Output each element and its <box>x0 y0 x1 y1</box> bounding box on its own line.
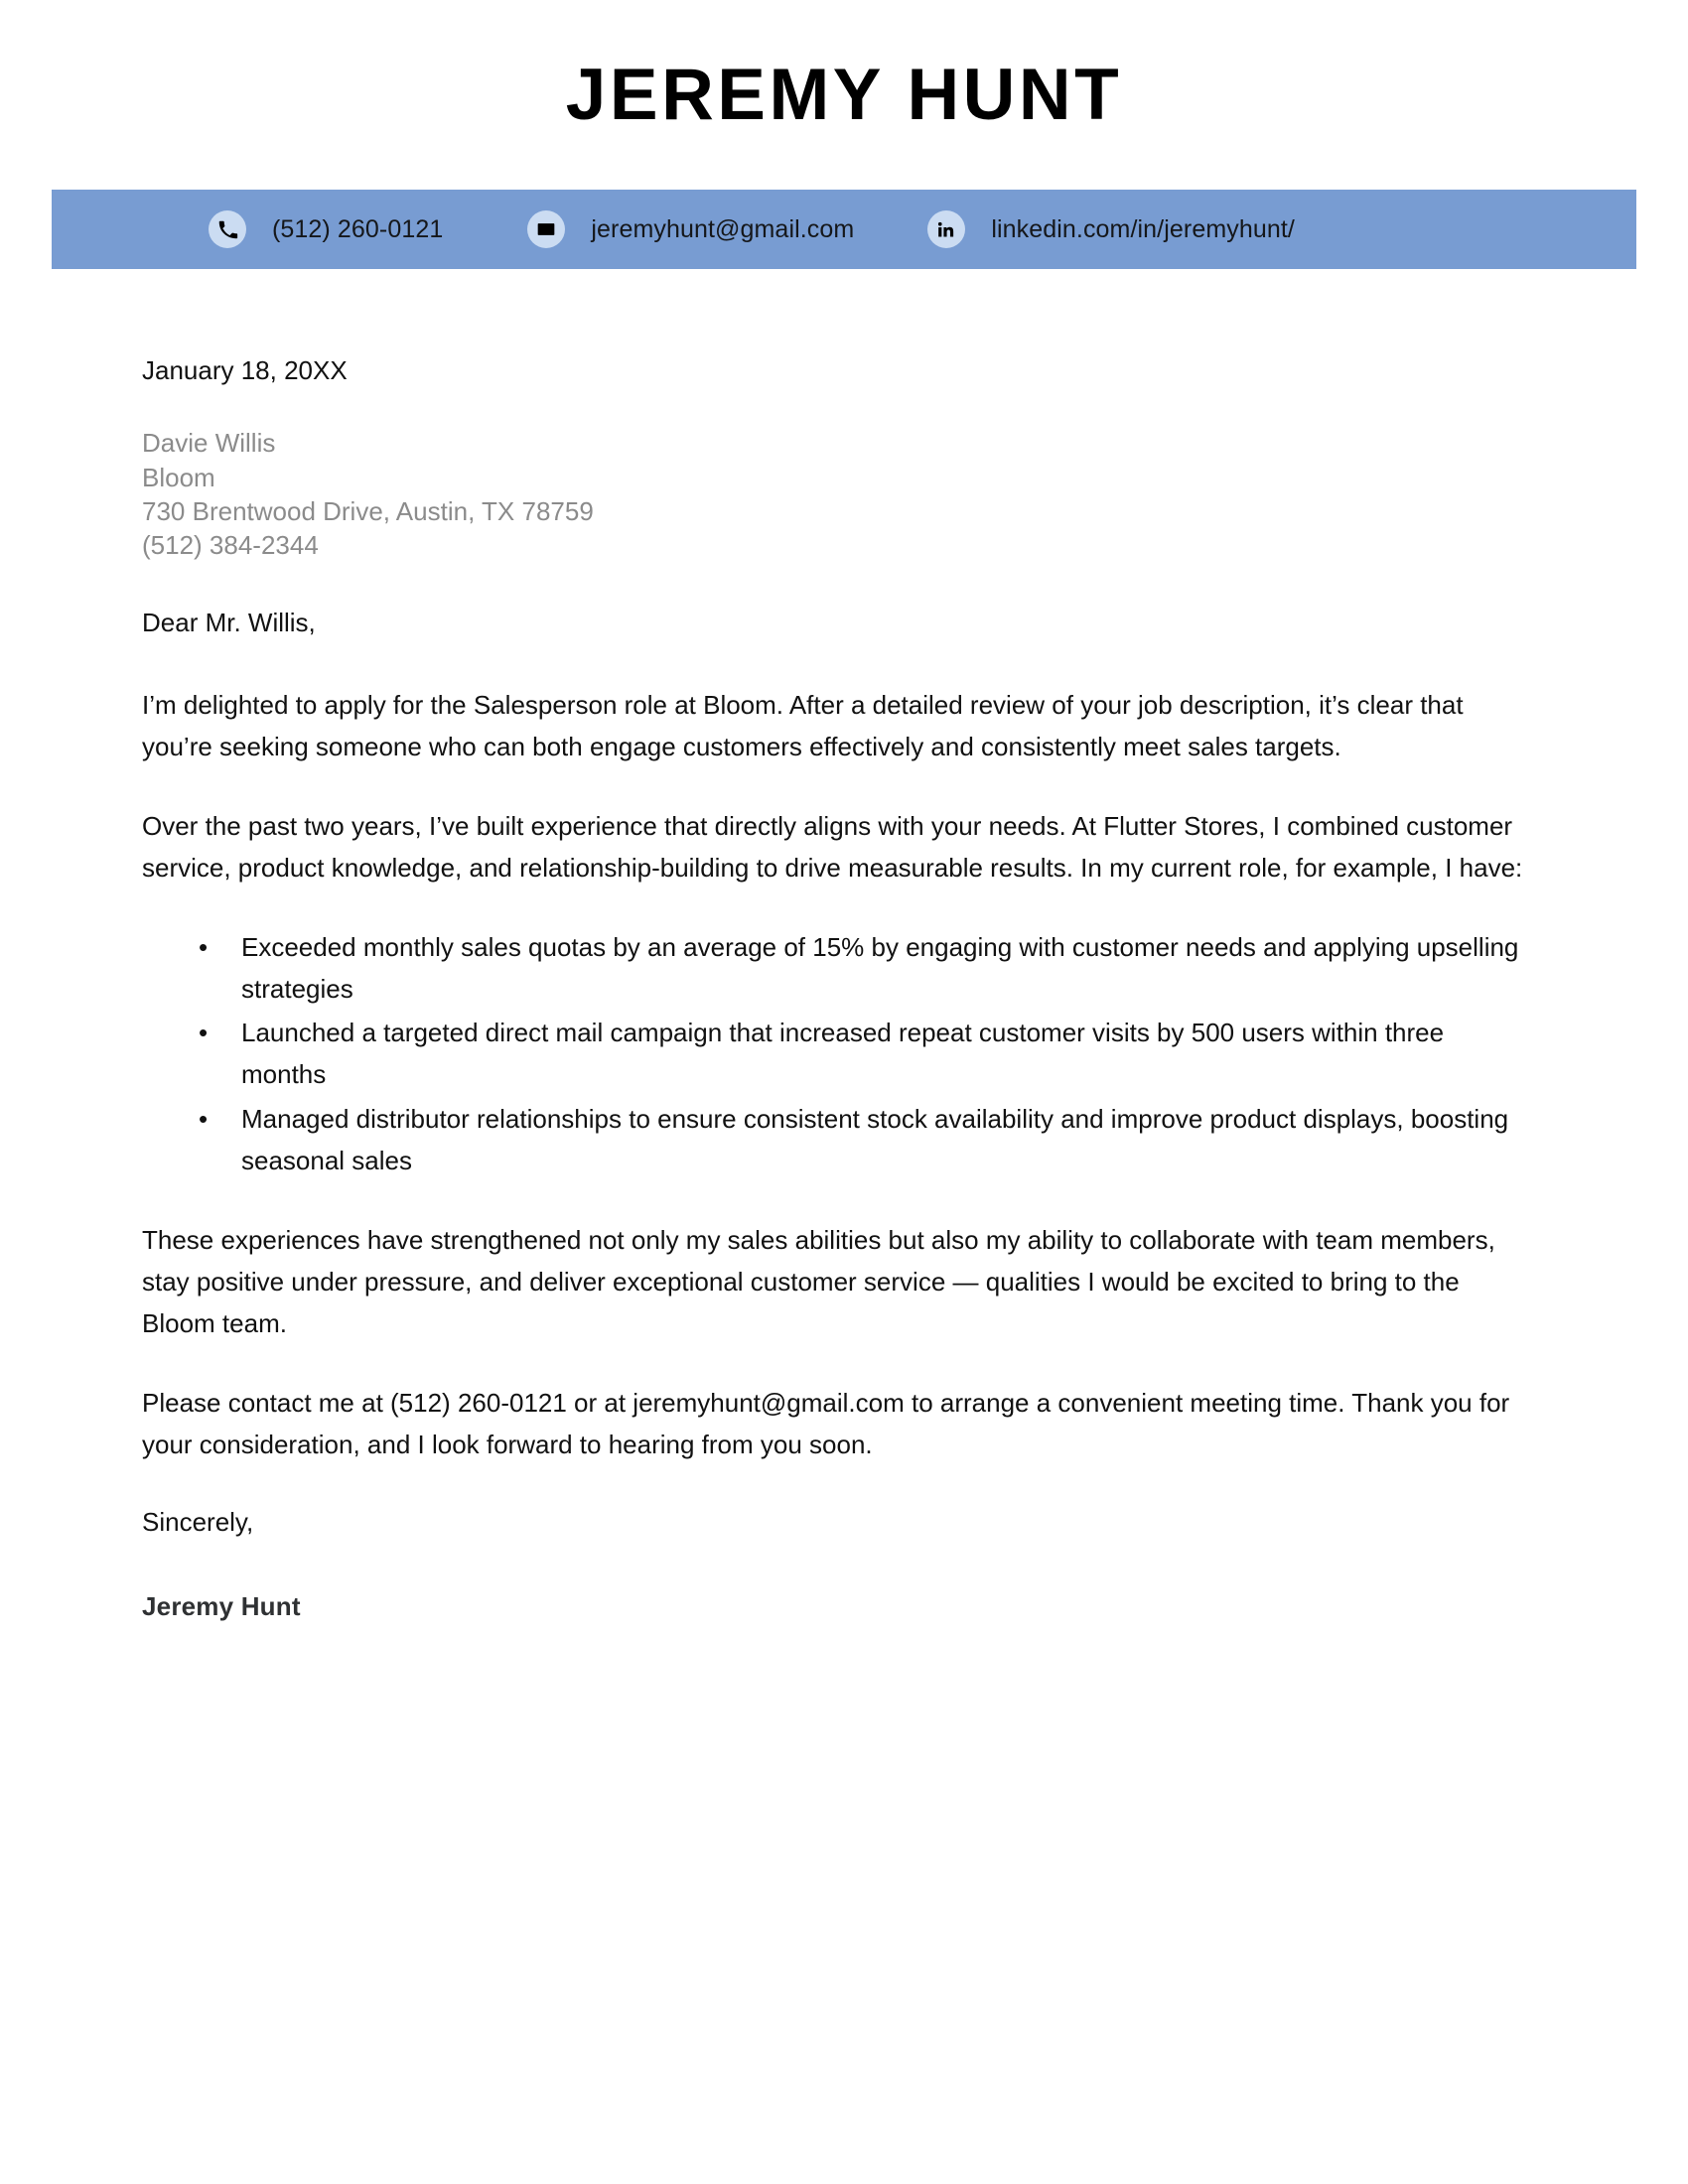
bullet-icon: • <box>199 1103 209 1134</box>
recipient-phone: (512) 384-2344 <box>142 530 319 561</box>
paragraph-intro: I’m delighted to apply for the Salesperson role at Bloom. After a detailed review of your job description, it’s clear that you’re seeking someone who can both engage customers effectively and consistently meet sales targets. <box>142 689 1464 761</box>
list-item <box>142 926 1532 1010</box>
list-item-text: Launched a targeted direct mail campaign that increased repeat customer visits by 500 users within three months <box>241 1018 1445 1090</box>
signature-name: Jeremy Hunt <box>142 1591 301 1622</box>
paragraph-contact: Please contact me at (512) 260-0121 or at jeremyhunt@gmail.com to arrange a convenient meeting time. Thank you for your consideration, and I look forward to hearing from you soon. <box>142 1388 1510 1460</box>
paragraph-strengths: These experiences have strengthened not only my sales abilities but also my ability to collaborate with team members, stay positive under pressure, and deliver exceptional customer service — qualities I would be excited to bring to the Bloom team. <box>142 1224 1495 1338</box>
linkedin-icon <box>927 210 965 248</box>
salutation: Dear Mr. Willis, <box>142 607 316 637</box>
letter-body <box>142 352 1532 1622</box>
page-title: JEREMY HUNT <box>565 55 1123 135</box>
bullet-icon: • <box>199 1018 209 1048</box>
contact-value-phone: (512) 260-0121 <box>272 214 444 243</box>
phone-icon <box>209 210 246 248</box>
letter-date: January 18, 20XX <box>142 355 348 385</box>
contact-item-phone[interactable] <box>209 210 443 248</box>
contact-item-linkedin[interactable] <box>927 210 1295 248</box>
recipient-address: 730 Brentwood Drive, Austin, TX 78759 <box>142 496 594 527</box>
list-item <box>142 1012 1532 1095</box>
recipient-block <box>142 426 1532 562</box>
recipient-company: Bloom <box>142 462 215 492</box>
contact-value-linkedin: linkedin.com/in/jeremyhunt/ <box>991 214 1295 243</box>
email-icon <box>527 210 565 248</box>
paragraph-experience: Over the past two years, I’ve built experience that directly aligns with your needs. At Flutter Stores, I combined customer service, product knowledge, and relationship-building to drive measurable results. In my current role, for example, I have: <box>142 810 1523 883</box>
bullet-icon: • <box>199 932 209 963</box>
list-item-text: Exceeded monthly sales quotas by an average of 15% by engaging with customer needs and applying upselling strategies <box>241 932 1519 1005</box>
contact-bar <box>52 190 1636 269</box>
contact-value-email: jeremyhunt@gmail.com <box>591 214 855 243</box>
achievements-list <box>142 926 1532 1181</box>
closing-salutation: Sincerely, <box>142 1507 254 1538</box>
list-item-text: Managed distributor relationships to ensure consistent stock availability and improve product displays, boosting seasonal sales <box>241 1103 1509 1175</box>
list-item <box>142 1098 1532 1181</box>
contact-item-email[interactable] <box>527 210 854 248</box>
recipient-name: Davie Willis <box>142 428 276 459</box>
